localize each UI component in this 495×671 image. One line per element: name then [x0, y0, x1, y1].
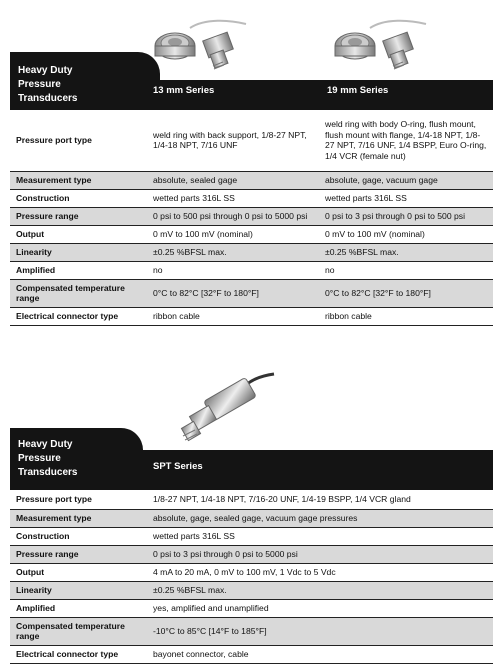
row-label: Measurement type: [10, 509, 147, 527]
row-label: Compensated temperature range: [10, 279, 147, 307]
row-label: Amplified: [10, 261, 147, 279]
table-row: [10, 581, 493, 599]
row-value: ribbon cable: [319, 307, 493, 325]
row-label: Output: [10, 563, 147, 581]
19mm-series-product-image: [330, 18, 430, 74]
row-label: Electrical connector type: [10, 307, 147, 325]
row-label: Output: [10, 225, 147, 243]
row-value: absolute, sealed gage: [147, 171, 319, 189]
column-header-19mm: 19 mm Series: [327, 85, 389, 96]
row-label: Compensated temperature range: [10, 617, 147, 645]
row-value: wetted parts 316L SS: [319, 189, 493, 207]
row-label: Pressure range: [10, 545, 147, 563]
table-row: [10, 617, 493, 645]
spec-table-1: [10, 110, 493, 326]
table-row: [10, 599, 493, 617]
row-value: 0 psi to 3 psi through 0 psi to 500 psi: [319, 207, 493, 225]
row-value: weld ring with body O-ring, flush mount, flush mount with flange, 1/4-18 NPT, 1/8-27 NPT, 7/16 UNF, 1/4 BSPP, Euro O-ring, 1/4 VCR (female nut): [319, 110, 493, 171]
row-label: Construction: [10, 527, 147, 545]
row-value: 1/8-27 NPT, 1/4-18 NPT, 7/16-20 UNF, 1/4-19 BSPP, 1/4 VCR gland: [147, 490, 493, 509]
row-label: Electrical connector type: [10, 645, 147, 663]
row-value: 0 mV to 100 mV (nominal): [319, 225, 493, 243]
table-row: [10, 225, 493, 243]
row-value: no: [319, 261, 493, 279]
row-value: 0°C to 82°C [32°F to 180°F]: [147, 279, 319, 307]
row-value: bayonet connector, cable: [147, 645, 493, 663]
row-value: ±0.25 %BFSL max.: [147, 243, 319, 261]
row-value: no: [147, 261, 319, 279]
row-value: 0 psi to 3 psi through 0 psi to 5000 psi: [147, 545, 493, 563]
table-row: [10, 110, 493, 171]
13mm-series-product-image: [150, 18, 250, 74]
table-row: [10, 243, 493, 261]
table-row: [10, 490, 493, 509]
row-label: Measurement type: [10, 171, 147, 189]
row-value: ±0.25 %BFSL max.: [319, 243, 493, 261]
column-header-13mm: 13 mm Series: [153, 85, 215, 96]
row-value: -10°C to 85°C [14°F to 185°F]: [147, 617, 493, 645]
table-row: [10, 527, 493, 545]
spec-table-2: [10, 490, 493, 664]
table-row: [10, 307, 493, 325]
row-label: Construction: [10, 189, 147, 207]
row-value: weld ring with back support, 1/8-27 NPT, 1/4-18 NPT, 7/16 UNF: [147, 110, 319, 171]
row-label: Linearity: [10, 243, 147, 261]
table-row: [10, 189, 493, 207]
row-label: Amplified: [10, 599, 147, 617]
row-value: 0°C to 82°C [32°F to 180°F]: [319, 279, 493, 307]
row-label: Pressure port type: [10, 490, 147, 509]
row-value: wetted parts 316L SS: [147, 189, 319, 207]
row-value: 0 psi to 500 psi through 0 psi to 5000 psi: [147, 207, 319, 225]
row-value: absolute, gage, sealed gage, vacuum gage pressures: [147, 509, 493, 527]
table-row: [10, 545, 493, 563]
row-label: Pressure port type: [10, 110, 147, 171]
table-row: [10, 279, 493, 307]
table-title: Heavy Duty Pressure Transducers: [18, 65, 78, 104]
table-row: [10, 261, 493, 279]
row-label: Linearity: [10, 581, 147, 599]
row-value: 4 mA to 20 mA, 0 mV to 100 mV, 1 Vdc to 5 Vdc: [147, 563, 493, 581]
row-value: 0 mV to 100 mV (nominal): [147, 225, 319, 243]
row-value: yes, amplified and unamplified: [147, 599, 493, 617]
row-label: Pressure range: [10, 207, 147, 225]
row-value: absolute, gage, vacuum gage: [319, 171, 493, 189]
table-header: [10, 80, 493, 110]
column-header-spt: SPT Series: [153, 461, 203, 472]
spt-series-product-image: [170, 368, 280, 448]
table-row: [10, 645, 493, 663]
table-row: [10, 509, 493, 527]
table-header: [10, 450, 493, 490]
row-value: wetted parts 316L SS: [147, 527, 493, 545]
row-value: ribbon cable: [147, 307, 319, 325]
table-row: [10, 171, 493, 189]
table-row: [10, 563, 493, 581]
product-block-2: [10, 360, 493, 671]
table-title: Heavy Duty Pressure Transducers: [18, 439, 78, 478]
product-block-1: [10, 0, 493, 335]
row-value: ±0.25 %BFSL max.: [147, 581, 493, 599]
table-row: [10, 207, 493, 225]
